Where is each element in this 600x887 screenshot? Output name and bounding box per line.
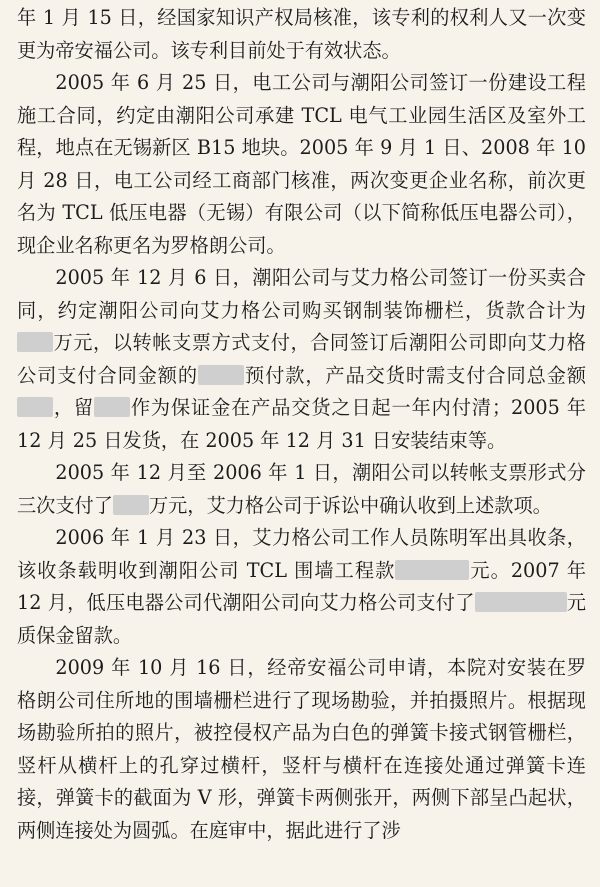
paragraph-text: 万元，以转帐支票方式支付，合同签订后潮阳公司即向艾力格公司支付合同金额的 [17, 331, 586, 387]
paragraph-text: ，留 [53, 396, 94, 419]
paragraph-construction-contract [17, 67, 586, 262]
paragraph-text: 年 1 月 15 日，经国家知识产权局核准，该专利的权利人又一次变更为帝安福公司。该专利目前处于有效状态。 [17, 6, 586, 62]
paragraph-text: 2005 年 12 月 6 日，潮阳公司与艾力格公司签订一份买卖合同，约定潮阳公司向艾力格公司购买钢制装饰栅栏，货款合计为 [17, 266, 586, 322]
paragraph-text: 元质保金留款。 [17, 591, 587, 647]
paragraph-text: 2005 年 12 月至 2006 年 1 日，潮阳公司以转帐支票形式分三次支付了 [17, 461, 586, 517]
redaction-mark [113, 495, 149, 515]
paragraph-payment [17, 457, 586, 522]
redaction-mark [17, 332, 53, 352]
paragraph-text: 2009 年 10 月 16 日，经帝安福公司申请，本院对安装在罗格朗公司住所地的围墙栅栏进行了现场勘验，并拍摄照片。根据现场勘验所拍的照片，被控侵权产品为白色的弹簧卡接式钢管栅栏，竖杆从横杆上的孔穿过横杆，竖杆与横杆在连接处通过弹簧卡连接，弹簧卡的截面为 V 形，弹簧卡两侧张开，两侧下部呈凸起状，两侧连接处为圆弧。在庭审中，据此进行了涉 [17, 656, 586, 842]
redaction-mark [395, 560, 469, 580]
redaction-mark [475, 592, 567, 612]
paragraph-patent-status [17, 2, 586, 67]
paragraph-text: 预付款，产品交货时需支付合同总金额 [244, 363, 587, 387]
redaction-mark [198, 365, 244, 385]
paragraph-text: 作为保证金在产品交货之日起一年内付清；2005 年 12 月 25 日发货，在 2005 年 12 月 31 日安装结束等。 [17, 396, 587, 452]
paragraph-text: 元。2007 年 12 月，低压电器公司代潮阳公司向艾力格公司支付了 [17, 558, 587, 614]
redaction-mark [94, 397, 130, 417]
paragraph-receipt [17, 522, 586, 652]
paragraph-site-inspection [17, 652, 586, 847]
redaction-mark [17, 397, 53, 417]
paragraph-text: 2006 年 1 月 23 日，艾力格公司工作人员陈明军出具收条，该收条载明收到潮阳公司 TCL 围墙工程款 [17, 526, 586, 582]
paragraph-text: 2005 年 6 月 25 日，电工公司与潮阳公司签订一份建设工程施工合同，约定由潮阳公司承建 TCL 电气工业园生活区及室外工程，地点在无锡新区 B15 地块。2005 年 9 月 1 日、2008 年 10 月 28 日，电工公司经工商部门核准，两次变更企业名称，前次更名为 TCL 低压电器（无锡）有限公司（以下简称低压电器公司），现企业名称更名为罗格朗公司。 [17, 71, 586, 257]
paragraph-sales-contract [17, 262, 586, 457]
paragraph-text: 万元，艾力格公司于诉讼中确认收到上述款项。 [148, 493, 552, 517]
